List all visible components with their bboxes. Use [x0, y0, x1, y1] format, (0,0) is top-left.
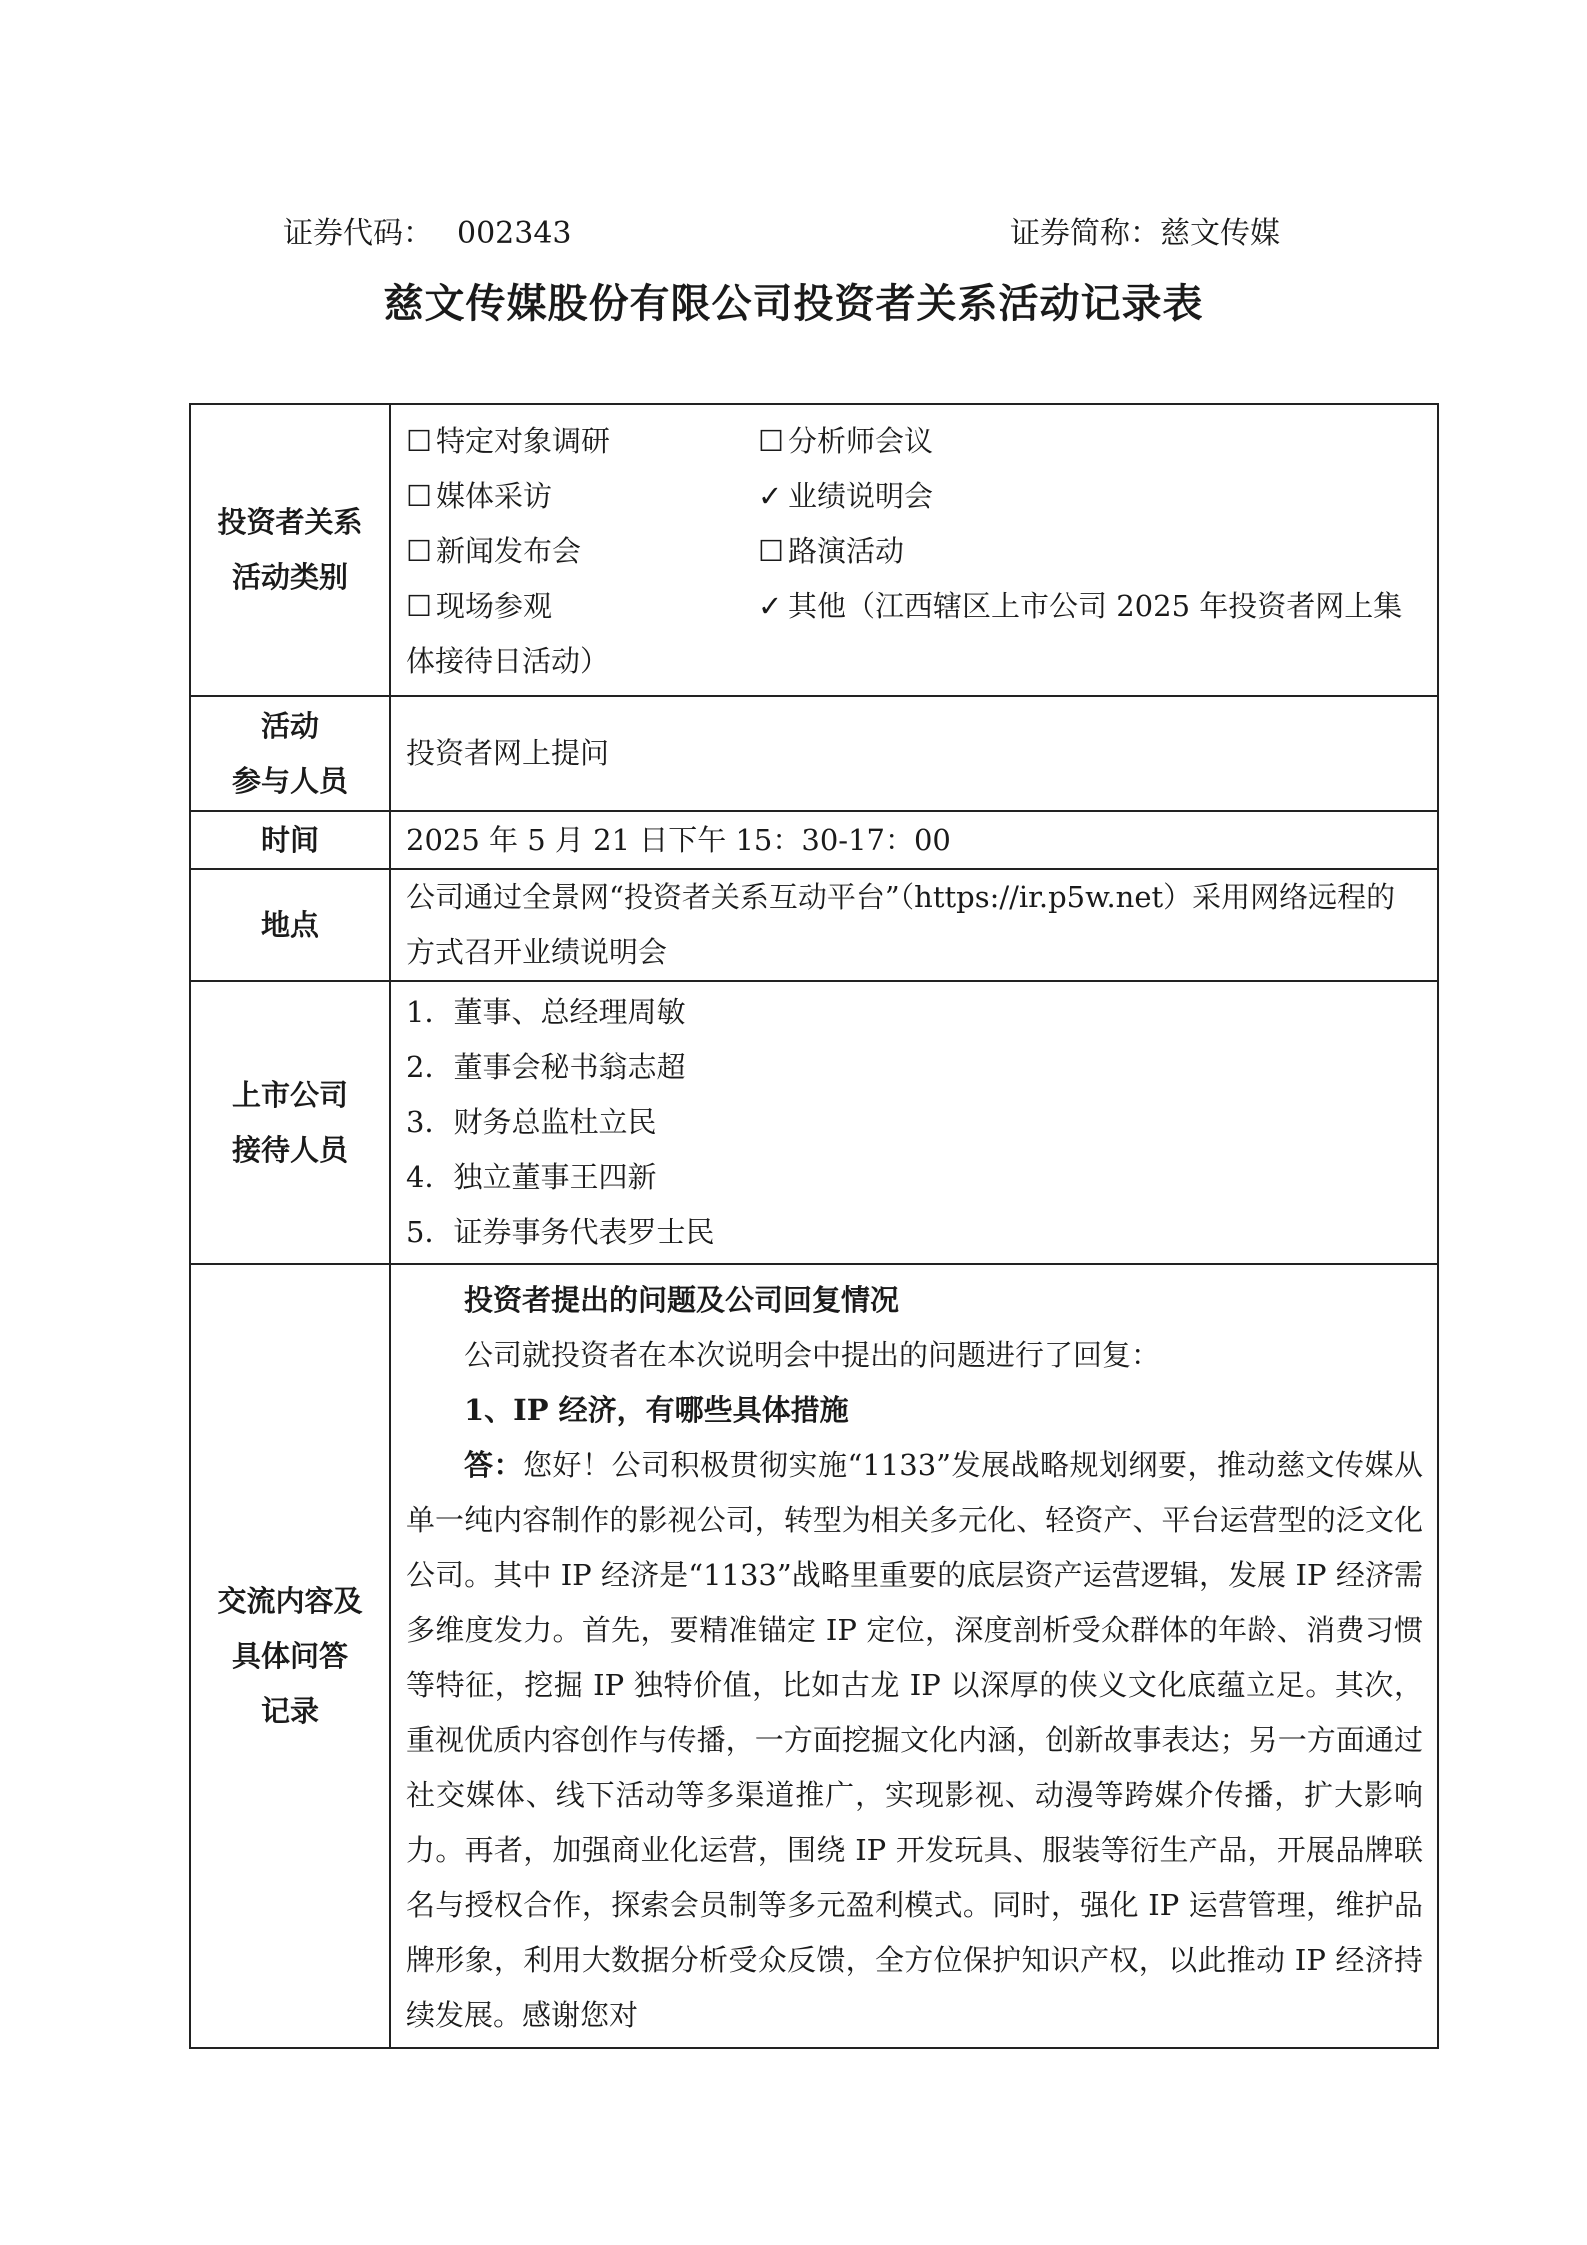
activity-type-options — [390, 404, 1438, 696]
checkmark-icon: ✓ — [758, 589, 783, 623]
row-qa — [190, 1264, 1438, 2048]
qa-answer — [406, 1438, 1423, 2043]
activity-type-label — [190, 404, 390, 696]
activity-type-option-label: 路演活动 — [788, 534, 905, 568]
reception-label — [190, 981, 390, 1264]
activity-type-option-label: 特定对象调研 — [436, 424, 611, 458]
activity-type-option[interactable] — [406, 524, 758, 579]
row-place — [190, 869, 1438, 981]
qa-intro: 公司就投资者在本次说明会中提出的问题进行了回复： — [464, 1338, 1161, 1372]
row-participants — [190, 696, 1438, 811]
checkmark-icon: ✓ — [758, 479, 783, 513]
row-time — [190, 811, 1438, 869]
reception-label-line2: 接待人员 — [231, 1132, 348, 1167]
security-code-value: 002343 — [457, 216, 572, 251]
security-code-label: 证券代码： — [283, 216, 433, 251]
activity-type-option-label: 分析师会议 — [788, 424, 934, 458]
checkbox-icon: ☐ — [406, 424, 432, 458]
activity-type-label-line1: 投资者关系 — [217, 505, 363, 539]
checkbox-icon: ☐ — [758, 424, 784, 458]
reception-person: 4．独立董事王四新 — [406, 1160, 657, 1194]
activity-type-option[interactable] — [758, 524, 1423, 579]
place-value: 公司通过全景网“投资者关系互动平台”（https://ir.p5w.net）采用网络远程的方式召开业绩说明会 — [390, 869, 1438, 981]
checkbox-icon: ☐ — [406, 534, 432, 568]
activity-type-option[interactable] — [758, 579, 1423, 634]
reception-person: 5．证券事务代表罗士民 — [406, 1215, 715, 1249]
security-short-name-value: 慈文传媒 — [1160, 216, 1280, 251]
qa-label-line1: 交流内容及 — [217, 1583, 363, 1618]
row-activity-type — [190, 404, 1438, 696]
participants-label — [190, 696, 390, 811]
row-reception — [190, 981, 1438, 1264]
qa-heading: 投资者提出的问题及公司回复情况 — [464, 1283, 900, 1317]
activity-type-option[interactable] — [406, 469, 758, 524]
activity-type-option-label: 业绩说明会 — [788, 479, 934, 513]
participants-value: 投资者网上提问 — [390, 696, 1438, 811]
place-label: 地点 — [190, 869, 390, 981]
qa-answer-prefix: 答： — [464, 1448, 524, 1482]
security-code — [283, 214, 572, 254]
checkbox-icon: ☐ — [406, 479, 432, 513]
activity-type-option-label: 其他（江西辖区上市公司 2025 年投资者网上集 — [788, 589, 1403, 623]
reception-person: 3．财务总监杜立民 — [406, 1105, 657, 1139]
reception-person: 2．董事会秘书翁志超 — [406, 1050, 686, 1084]
activity-type-label-line2: 活动类别 — [231, 560, 348, 594]
qa-answer-text: 您好！公司积极贯彻实施“1133”发展战略规划纲要，推动慈文传媒从单一纯内容制作的影视公司，转型为相关多元化、轻资产、平台运营型的泛文化公司。其中 IP 经济是“1133”战略里重要的底层资产运营逻辑，发展 IP 经济需多维度发力。首先，要精准锚定 IP 定位，深度剖析受众群体的年龄、消费习惯等特征，挖掘 IP 独特价值，比如古龙 IP 以深厚的侠义文化底蕴立足。其次，重视优质内容创作与传播，一方面挖掘文化内涵，创新故事表达；另一方面通过社交媒体、线下活动等多渠道推广，实现影视、动漫等跨媒介传播，扩大影响力。再者，加强商业化运营，围绕 IP 开发玩具、服装等衍生产品，开展品牌联名与授权合作，探索会员制等多元盈利模式。同时，强化 IP 运营管理，维护品牌形象，利用大数据分析受众反馈，全方位保护知识产权，以此推动 IP 经济持续发展。感谢您对 — [406, 1448, 1424, 2032]
checkbox-icon: ☐ — [758, 534, 784, 568]
activity-record-table — [189, 403, 1439, 2049]
reception-people — [390, 981, 1438, 1264]
qa-label-line3: 记录 — [260, 1693, 319, 1728]
document-title: 慈文传媒股份有限公司投资者关系活动记录表 — [383, 280, 1204, 327]
security-short-name — [1010, 214, 1280, 254]
time-value: 2025 年 5 月 21 日下午 15：30-17：00 — [390, 811, 1438, 869]
qa-label-line2: 具体问答 — [231, 1638, 348, 1673]
activity-type-option-label: 媒体采访 — [436, 479, 553, 513]
qa-question: 1、IP 经济，有哪些具体措施 — [464, 1393, 849, 1427]
checkbox-icon: ☐ — [406, 589, 432, 623]
qa-content — [390, 1264, 1438, 2048]
activity-type-option[interactable] — [406, 579, 758, 634]
activity-type-option-label: 现场参观 — [436, 589, 553, 623]
participants-label-line2: 参与人员 — [231, 763, 348, 798]
reception-label-line1: 上市公司 — [231, 1077, 348, 1112]
activity-type-option-label: 新闻发布会 — [436, 534, 582, 568]
activity-type-option[interactable] — [406, 414, 758, 469]
activity-type-option[interactable] — [758, 414, 1423, 469]
activity-type-option[interactable] — [758, 469, 1423, 524]
time-label: 时间 — [190, 811, 390, 869]
activity-type-other-continuation: 体接待日活动） — [406, 644, 610, 678]
participants-label-line1: 活动 — [260, 708, 319, 743]
security-short-name-label: 证券简称： — [1010, 216, 1160, 251]
reception-person: 1．董事、总经理周敏 — [406, 995, 686, 1029]
qa-label — [190, 1264, 390, 2048]
